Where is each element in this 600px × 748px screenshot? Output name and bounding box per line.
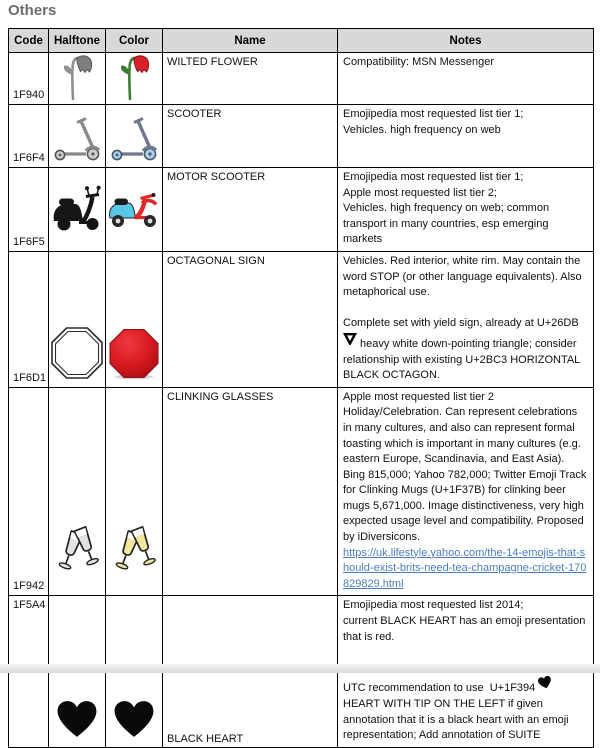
table-row bbox=[9, 105, 594, 168]
code-label: 1F6D1 bbox=[9, 251, 49, 387]
table-header-row bbox=[9, 29, 594, 53]
wilted-flower-color-icon bbox=[115, 54, 153, 100]
notes-text bbox=[343, 546, 588, 593]
color-cell bbox=[106, 387, 163, 596]
notes-text: UTC recommendation to use U+1F394 HEART WITH TIP ON THE LEFT if given annotation that it is a black heart with an emoji representation; Add annotation of SUITE bbox=[343, 676, 588, 743]
halftone-cell bbox=[49, 53, 106, 105]
column-header-code: Code bbox=[9, 29, 49, 53]
notes-text: current BLACK HEART has an emoji presentation that is red. bbox=[343, 615, 589, 643]
notes-text: Emojipedia most requested list 2014; bbox=[343, 599, 524, 612]
code-label: 1F942 bbox=[9, 387, 49, 596]
halftone-cell bbox=[49, 105, 106, 168]
column-header-name: Name bbox=[163, 29, 338, 53]
code-label: 1F5A4 bbox=[9, 596, 49, 747]
clinking-glasses-color-icon bbox=[110, 524, 158, 586]
code-label: 1F6F4 bbox=[9, 105, 49, 168]
down-triangle-icon bbox=[343, 332, 357, 345]
color-cell bbox=[106, 251, 163, 387]
column-header-color: Color bbox=[106, 29, 163, 53]
color-cell bbox=[106, 105, 163, 168]
motor-scooter-halftone-icon bbox=[51, 184, 103, 232]
notes-text: Emojipedia most requested list tier 1; bbox=[343, 171, 524, 183]
notes-text: Complete set with yield sign, already at U+26DB heavy white down-pointing triangle; consider relationship with existing U+2BC3 HORIZONTAL BLACK OCTAGON. bbox=[343, 317, 583, 382]
window-bottom-edge bbox=[0, 664, 600, 673]
code-label: 1F940 bbox=[9, 53, 49, 105]
notes-cell bbox=[338, 251, 594, 387]
notes-text: Emojipedia most requested list tier 1; bbox=[343, 108, 524, 120]
notes-cell bbox=[338, 105, 594, 168]
octagonal-sign-color-icon bbox=[108, 328, 160, 380]
notes-link[interactable]: https://uk.lifestyle.yahoo.com/the-14-emojis-that-should-exist-brits-need-tea-champagne-cricket-170829829.html bbox=[343, 546, 587, 590]
notes-text: Vehicles. Red interior, white rim. May contain the word STOP (or other language equivalents). Also metaphorical use. bbox=[343, 254, 585, 299]
halftone-cell bbox=[49, 168, 106, 252]
black-heart-icon bbox=[56, 700, 98, 738]
name-label: OCTAGONAL SIGN bbox=[163, 251, 338, 387]
motor-scooter-color-icon bbox=[107, 187, 161, 229]
table-row bbox=[9, 387, 594, 596]
name-label: MOTOR SCOOTER bbox=[163, 168, 338, 252]
notes-cell bbox=[338, 168, 594, 252]
table-row bbox=[9, 53, 594, 105]
scooter-color-icon bbox=[109, 115, 159, 161]
page-title: Others bbox=[8, 2, 57, 19]
table-row bbox=[9, 168, 594, 252]
scooter-halftone-icon bbox=[52, 115, 102, 161]
emoji-proposal-table bbox=[8, 28, 594, 748]
color-cell bbox=[106, 168, 163, 252]
color-cell bbox=[106, 53, 163, 105]
notes-text: Apple most requested list tier 2 bbox=[343, 390, 495, 403]
name-label: CLINKING GLASSES bbox=[163, 387, 338, 596]
notes-cell bbox=[338, 53, 594, 105]
column-header-halftone: Halftone bbox=[49, 29, 106, 53]
table-body bbox=[9, 53, 594, 748]
halftone-cell bbox=[49, 387, 106, 596]
clinking-glasses-halftone-icon bbox=[53, 524, 101, 586]
column-header-notes: Notes bbox=[338, 29, 594, 53]
table-row bbox=[9, 251, 594, 387]
black-heart-icon bbox=[113, 700, 155, 738]
notes-text: Vehicles. high frequency on web; common transport in many countries, esp emerging markets bbox=[343, 202, 553, 246]
notes-cell bbox=[338, 387, 594, 596]
wilted-flower-halftone-icon bbox=[58, 54, 96, 100]
name-label: BLACK HEART bbox=[163, 596, 338, 747]
notes-text: Compatibility: MSN Messenger bbox=[343, 56, 494, 68]
octagonal-sign-halftone-icon bbox=[50, 326, 104, 380]
notes-text: Holiday/Celebration. Can represent celebrations in many cultures, and also can represent formal toasting which is important in many cultures (e.g. eastern Europe, Scandinavia, and East Asia). Bing 815,000; Yahoo 782,000; Twitter Emoji Track for Clinking Mugs (U+1F37B) for clinking beer mugs 5,671,000. Image distinctiveness, very high expected usage level and compatibility. Proposed by iDiversicons. bbox=[343, 406, 590, 544]
heart-tip-left-icon bbox=[538, 676, 552, 689]
halftone-cell bbox=[49, 251, 106, 387]
code-label: 1F6F5 bbox=[9, 168, 49, 252]
notes-text: Vehicles. high frequency on web bbox=[343, 123, 501, 136]
name-label: WILTED FLOWER bbox=[163, 53, 338, 105]
name-label: SCOOTER bbox=[163, 105, 338, 168]
notes-text: Apple most requested list tier 2; bbox=[343, 186, 498, 199]
